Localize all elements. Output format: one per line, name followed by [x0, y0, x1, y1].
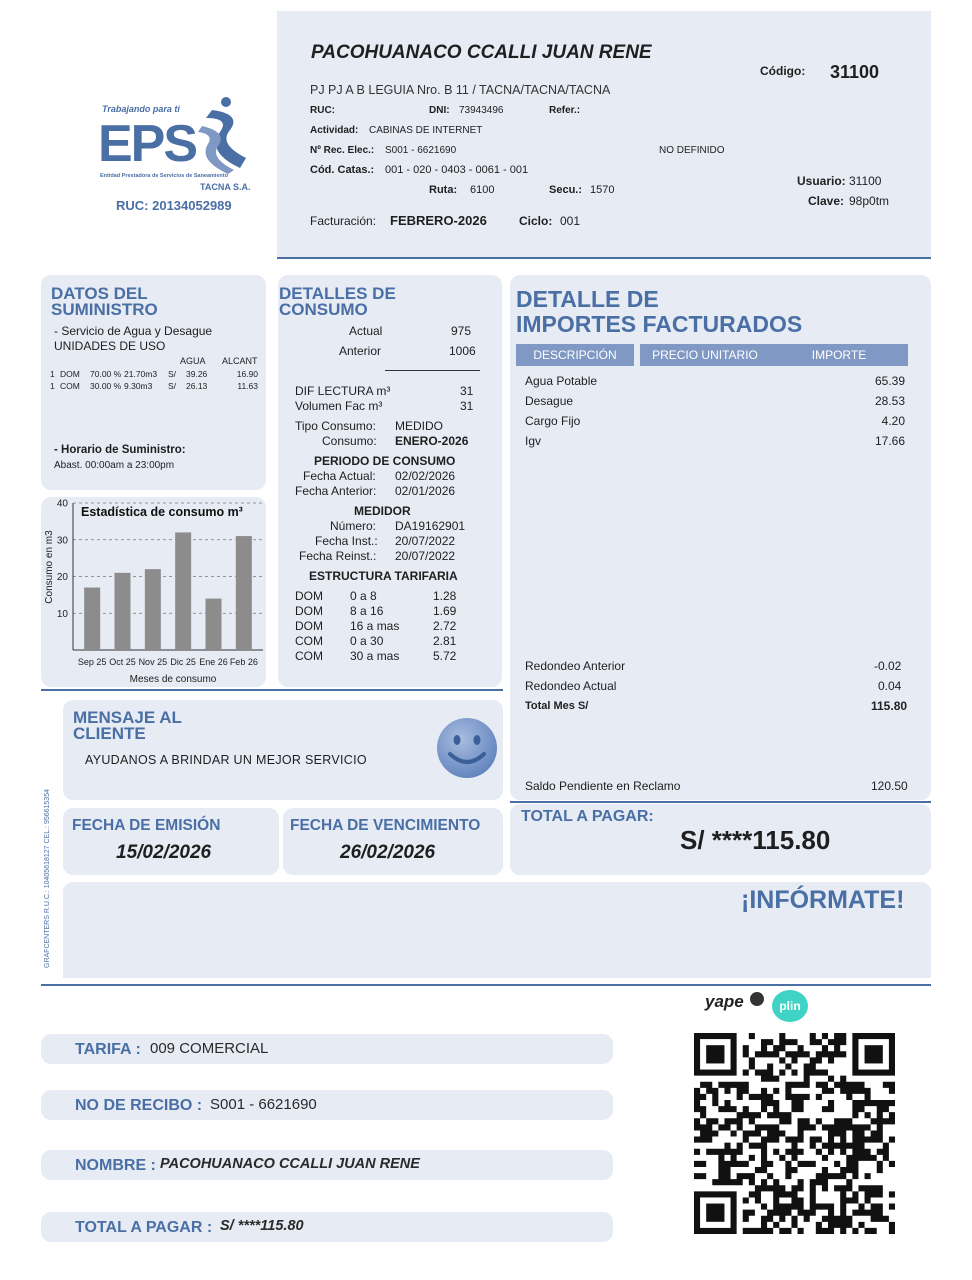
x-tick-label: Feb 26 — [229, 657, 258, 667]
y-tick-label: 40 — [56, 498, 68, 510]
ciclo-label: Ciclo: — [519, 214, 553, 228]
header-divider — [277, 257, 931, 259]
periodo-title: PERIODO DE CONSUMO — [314, 454, 456, 468]
importe-value: 4.20 — [881, 414, 905, 428]
mensaje-title-2: CLIENTE — [73, 724, 146, 743]
uso-agua: 39.26 — [186, 369, 208, 379]
redondeo-actual-value: 0.04 — [878, 679, 902, 693]
vencimiento-label: FECHA DE VENCIMIENTO — [290, 817, 481, 834]
tarifa-rango: 30 a mas — [350, 649, 400, 663]
importe-desc: Cargo Fijo — [525, 414, 581, 428]
chart-bar — [206, 599, 222, 650]
tarifa-precio: 1.28 — [433, 589, 457, 603]
reinst-value: 20/07/2022 — [395, 549, 456, 563]
cons-value: ENERO-2026 — [395, 434, 469, 448]
importes-title-1: DETALLE DE — [516, 286, 659, 312]
uso-m3: 9.30m3 — [124, 381, 153, 391]
chart-bar — [145, 569, 161, 650]
tarifa-row — [295, 649, 470, 663]
col-descripcion: DESCRIPCIÓN — [516, 344, 634, 366]
logo-city: TACNA S.A. — [200, 182, 251, 192]
col-precio-unitario: PRECIO UNITARIO — [640, 344, 770, 366]
importe-value: 65.39 — [874, 374, 905, 388]
clave-label: Clave: — [808, 194, 845, 208]
ciclo-value: 001 — [560, 214, 581, 228]
footer-tarifa-label: TARIFA : — [75, 1041, 141, 1058]
informate-title: ¡INFÓRMATE! — [741, 886, 905, 914]
dif-value: 31 — [460, 384, 474, 398]
tarifa-tipo: DOM — [295, 589, 323, 603]
importe-row — [525, 434, 905, 448]
cod-catas-value: 001 - 020 - 0403 - 0061 - 001 — [385, 164, 529, 176]
actividad-label: Actividad: — [310, 125, 359, 136]
y-tick-label: 20 — [56, 572, 68, 583]
footer-tarifa-value: 009 COMERCIAL — [150, 1040, 269, 1057]
bottom-divider — [41, 984, 931, 986]
secu-label: Secu.: — [549, 184, 583, 196]
mensaje-text: AYUDANOS A BRINDAR UN MEJOR SERVICIO — [85, 753, 367, 767]
logo-entity: Entidad Prestadora de Servicios de Saneamiento — [100, 173, 229, 179]
qr-modules — [694, 1033, 895, 1234]
x-tick-label: Oct 25 — [109, 657, 136, 667]
medidor-title: MEDIDOR — [354, 504, 411, 518]
importe-value: 28.53 — [874, 394, 905, 408]
footer-nombre — [41, 1150, 613, 1180]
col-agua: AGUA — [180, 356, 206, 366]
inst-value: 20/07/2022 — [395, 534, 456, 548]
tarifa-row — [295, 589, 470, 603]
col-alcant: ALCANT — [222, 356, 258, 366]
side-print-text: GRAFCENTERS R.U.C.: 10405618127 CEL.: 956615354 — [44, 789, 51, 968]
tarifa-rango: 8 a 16 — [350, 604, 384, 618]
y-axis-label: Consumo en m3 — [44, 530, 55, 604]
vol-value: 31 — [460, 399, 474, 413]
customer-address: PJ PJ A B LEGUIA Nro. B 11 / TACNA/TACNA/TACNA — [310, 83, 611, 97]
footer-total — [41, 1212, 613, 1242]
emision-label: FECHA DE EMISIÓN — [72, 817, 221, 834]
vencimiento-value: 26/02/2026 — [340, 842, 436, 863]
fecha-anterior-value: 02/01/2026 — [395, 484, 456, 498]
fecha-actual-label: Fecha Actual: — [303, 469, 376, 483]
tarifa-tipo: DOM — [295, 604, 323, 618]
actividad-value: CABINAS DE INTERNET — [369, 125, 483, 136]
x-axis-label: Meses de consumo — [129, 674, 217, 685]
chart-title: Estadística de consumo m³ — [81, 505, 243, 519]
suministro-line-1: - Servicio de Agua y Desague — [54, 324, 213, 338]
logo-block — [96, 96, 266, 220]
vol-label: Volumen Fac m³ — [295, 399, 383, 413]
col-importe: IMPORTE — [770, 344, 908, 366]
facturacion-label: Facturación: — [310, 214, 377, 228]
yape-logo — [705, 992, 765, 1018]
no-definido: NO DEFINIDO — [659, 145, 725, 156]
importe-value: 17.66 — [874, 434, 905, 448]
chart-bar — [236, 536, 252, 650]
yape-badge-icon — [750, 992, 764, 1006]
total-mes-value: 115.80 — [871, 699, 908, 713]
x-tick-label: Nov 25 — [138, 657, 168, 667]
logo-ruc: RUC: 20134052989 — [116, 198, 232, 213]
facturacion-value: FEBRERO-2026 — [390, 213, 487, 228]
tipo-value: MEDIDO — [395, 419, 443, 433]
x-tick-label: Ene 26 — [199, 657, 228, 667]
consumo-title-1: DETALLES DE — [279, 284, 396, 303]
secu-value: 1570 — [590, 184, 615, 196]
reinst-label: Fecha Reinst.: — [299, 549, 377, 563]
inst-label: Fecha Inst.: — [315, 534, 378, 548]
tarifa-rango: 0 a 30 — [350, 634, 384, 648]
tarifa-row — [295, 604, 470, 618]
uso-agua: 26.13 — [186, 381, 208, 391]
rec-elec-value: S001 - 6621690 — [385, 145, 457, 156]
uso-cur: S/ — [168, 381, 177, 391]
y-tick-label: 10 — [56, 608, 68, 620]
uso-n: 1 — [50, 381, 55, 391]
importe-row — [525, 374, 905, 388]
tarifa-tipo: COM — [295, 649, 323, 663]
horario-value: Abast. 00:00am a 23:00pm — [54, 460, 175, 471]
uso-m3: 21.70m3 — [124, 369, 158, 379]
anterior-value: 1006 — [449, 344, 476, 358]
tarifa-tipo: COM — [295, 634, 323, 648]
uso-pct: 30.00 % — [90, 381, 122, 391]
total-value: S/ ****115.80 — [680, 825, 831, 855]
saldo-label: Saldo Pendiente en Reclamo — [525, 779, 681, 793]
suministro-title-2: SUMINISTRO — [51, 300, 158, 319]
horario-label: - Horario de Suministro: — [54, 444, 186, 456]
logo-tagline: Trabajando para ti — [102, 104, 180, 114]
chart-bar — [175, 532, 191, 650]
actual-value: 975 — [451, 324, 472, 338]
tipo-label: Tipo Consumo: — [295, 419, 376, 433]
footer-nombre-label: NOMBRE : — [75, 1157, 156, 1174]
anterior-label: Anterior — [339, 344, 382, 358]
uso-cur: S/ — [168, 369, 177, 379]
footer-recibo-value: S001 - 6621690 — [210, 1096, 317, 1113]
tarifa-tipo: DOM — [295, 619, 323, 633]
redondeo-anterior-value: -0.02 — [874, 659, 902, 673]
fecha-anterior-label: Fecha Anterior: — [295, 484, 377, 498]
dni-value: 73943496 — [459, 105, 504, 116]
uso-row — [50, 381, 262, 393]
ruc-label: RUC: — [310, 105, 335, 116]
consumo-title-2: CONSUMO — [279, 300, 368, 319]
footer-recibo — [41, 1090, 613, 1120]
suministro-title-1: DATOS DEL — [51, 284, 148, 303]
redondeo-anterior-label: Redondeo Anterior — [525, 659, 626, 673]
dni-label: DNI: — [429, 105, 450, 116]
ruta-label: Ruta: — [429, 184, 458, 196]
total-mes-label: Total Mes S/ — [525, 700, 589, 712]
emision-value: 15/02/2026 — [116, 842, 212, 863]
chart-bar — [84, 588, 100, 650]
actual-label: Actual — [349, 324, 383, 338]
uso-alcant: 11.63 — [237, 381, 258, 391]
footer-nombre-value: PACOHUANACO CCALLI JUAN RENE — [160, 1156, 420, 1172]
tarifa-precio: 1.69 — [433, 604, 457, 618]
qr-code — [694, 1033, 895, 1234]
codigo-label: Código: — [760, 64, 806, 78]
consumption-chart — [41, 497, 266, 687]
x-tick-label: Sep 25 — [77, 657, 107, 667]
numero-value: DA19162901 — [395, 519, 466, 533]
uso-tipo: DOM — [60, 369, 80, 379]
cons-label: Consumo: — [322, 434, 377, 448]
estructura-title: ESTRUCTURA TARIFARIA — [309, 569, 458, 583]
redondeo-actual-label: Redondeo Actual — [525, 679, 617, 693]
importe-row — [525, 394, 905, 408]
tarifa-rango: 16 a mas — [350, 619, 400, 633]
logo-wave-icon — [192, 96, 252, 176]
x-tick-label: Dic 25 — [170, 657, 196, 667]
footer-total-label: TOTAL A PAGAR : — [75, 1219, 213, 1236]
chart-bar — [115, 573, 131, 650]
codigo-value: 31100 — [830, 62, 880, 82]
suministro-line-2: UNIDADES DE USO — [54, 339, 166, 353]
rec-elec-label: Nº Rec. Elec.: — [310, 145, 375, 156]
tarifa-precio: 2.81 — [433, 634, 457, 648]
total-label: TOTAL A PAGAR: — [521, 808, 654, 825]
uso-row — [50, 369, 262, 381]
plin-logo — [772, 990, 808, 1022]
tarifa-row — [295, 619, 470, 633]
numero-label: Número: — [330, 519, 377, 533]
tarifa-precio: 5.72 — [433, 649, 457, 663]
yape-text: yape — [705, 992, 744, 1011]
tarifa-rango: 0 a 8 — [350, 589, 377, 603]
importe-desc: Desague — [525, 394, 574, 408]
customer-name: PACOHUANACO CCALLI JUAN RENE — [311, 42, 652, 63]
tarifa-row — [295, 634, 470, 648]
importes-divider — [510, 801, 931, 803]
smiley-icon — [435, 716, 499, 780]
uso-tipo: COM — [60, 381, 80, 391]
footer-total-value: S/ ****115.80 — [220, 1218, 304, 1234]
clave-value: 98p0tm — [849, 194, 890, 208]
ruta-value: 6100 — [470, 184, 495, 196]
saldo-value: 120.50 — [871, 779, 908, 793]
mensaje-title-1: MENSAJE AL — [73, 708, 182, 727]
refer-label: Refer.: — [549, 105, 581, 116]
footer-recibo-label: NO DE RECIBO : — [75, 1097, 203, 1114]
uso-alcant: 16.90 — [236, 369, 258, 379]
fecha-actual-value: 02/02/2026 — [395, 469, 456, 483]
usuario-label: Usuario: — [797, 174, 846, 188]
tarifa-precio: 2.72 — [433, 619, 457, 633]
logo-letters: EPS — [98, 115, 197, 173]
footer-tarifa — [41, 1034, 613, 1064]
dif-label: DIF LECTURA m³ — [295, 384, 391, 398]
importe-desc: Agua Potable — [525, 374, 598, 388]
uso-n: 1 — [50, 369, 55, 379]
usuario-value: 31100 — [849, 174, 882, 188]
importe-desc: Igv — [525, 434, 542, 448]
cod-catas-label: Cód. Catas.: — [310, 164, 375, 176]
uso-pct: 70.00 % — [90, 369, 122, 379]
mid-divider — [41, 689, 503, 691]
importes-title-2: IMPORTES FACTURADOS — [516, 311, 803, 337]
lectura-divider — [385, 370, 480, 371]
plin-text: plin — [779, 999, 801, 1013]
y-tick-label: 30 — [56, 535, 68, 547]
importe-row — [525, 414, 905, 428]
